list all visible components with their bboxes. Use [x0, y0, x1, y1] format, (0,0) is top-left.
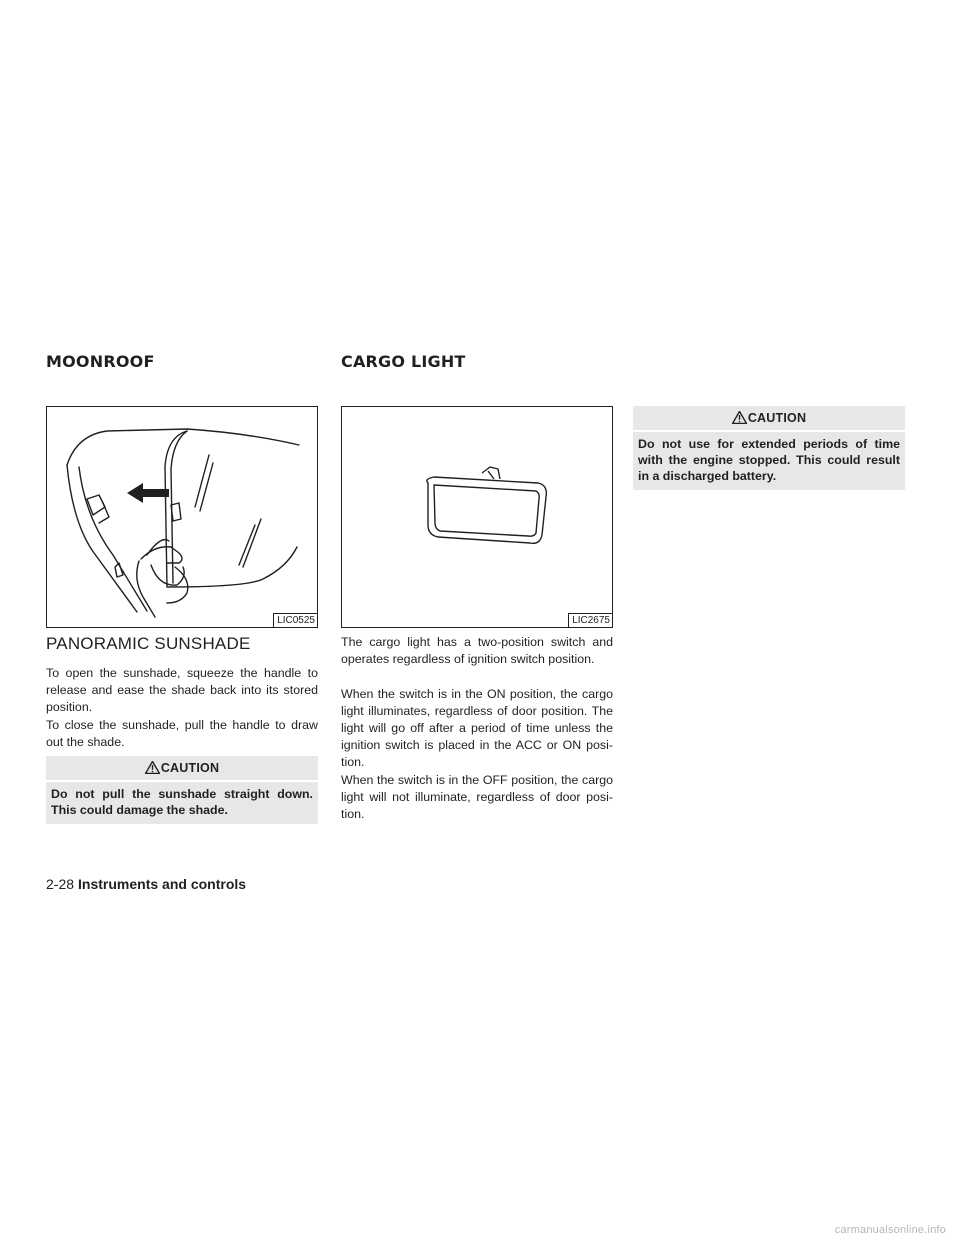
- sunshade-paragraph-1: To open the sunshade, squeeze the handle to release and ease the shade back into its stored position.: [46, 666, 318, 714]
- page-footer: [46, 876, 246, 892]
- figure-label: LIC2675: [568, 613, 612, 627]
- figure-label: LIC0525: [273, 613, 317, 627]
- cargo-light-illustration: [342, 407, 614, 629]
- cargo-light-heading: CARGO LIGHT: [341, 352, 466, 371]
- sunshade-figure: [46, 406, 318, 628]
- sunshade-illustration: [47, 407, 319, 629]
- warning-triangle-icon: [145, 761, 160, 774]
- sunshade-paragraph-2: To close the sunshade, pull the handle to draw out the shade.: [46, 718, 318, 749]
- caution-title: CAUTION: [160, 761, 220, 775]
- caution-title: CAUTION: [747, 411, 807, 425]
- caution-header: [633, 406, 905, 432]
- moonroof-heading: MOONROOF: [46, 352, 155, 371]
- caution-text: Do not use for extended periods of time with the engine stopped. This could result in a discharged battery.: [638, 437, 900, 483]
- sunshade-title: PANORAMIC SUNSHADE: [46, 634, 251, 653]
- caution-header: [46, 756, 318, 782]
- cargo-paragraph-3: When the switch is in the OFF position, the cargo light will not illuminate, regardless of door posi-tion.: [341, 773, 613, 821]
- chapter-title: Instruments and controls: [78, 876, 247, 892]
- arrow-left-icon: [127, 483, 169, 503]
- warning-triangle-icon: [732, 411, 747, 424]
- page-number: 2-28: [46, 876, 75, 892]
- cargo-paragraph-2: When the switch is in the ON position, the cargo light illuminates, regardless of door position. The light will go off after a period of time unless the ignition switch is placed in the ACC or ON posi-tion.: [341, 687, 613, 769]
- cargo-paragraph-1: The cargo light has a two-position switch and operates regardless of ignition switch position.: [341, 635, 613, 666]
- sunshade-caution-box: [46, 756, 318, 824]
- cargo-caution-box: [633, 406, 905, 490]
- caution-text: Do not pull the sunshade straight down. This could damage the shade.: [51, 787, 313, 817]
- cargo-light-figure: [341, 406, 613, 628]
- watermark: carmanualsonline.info: [834, 1224, 946, 1236]
